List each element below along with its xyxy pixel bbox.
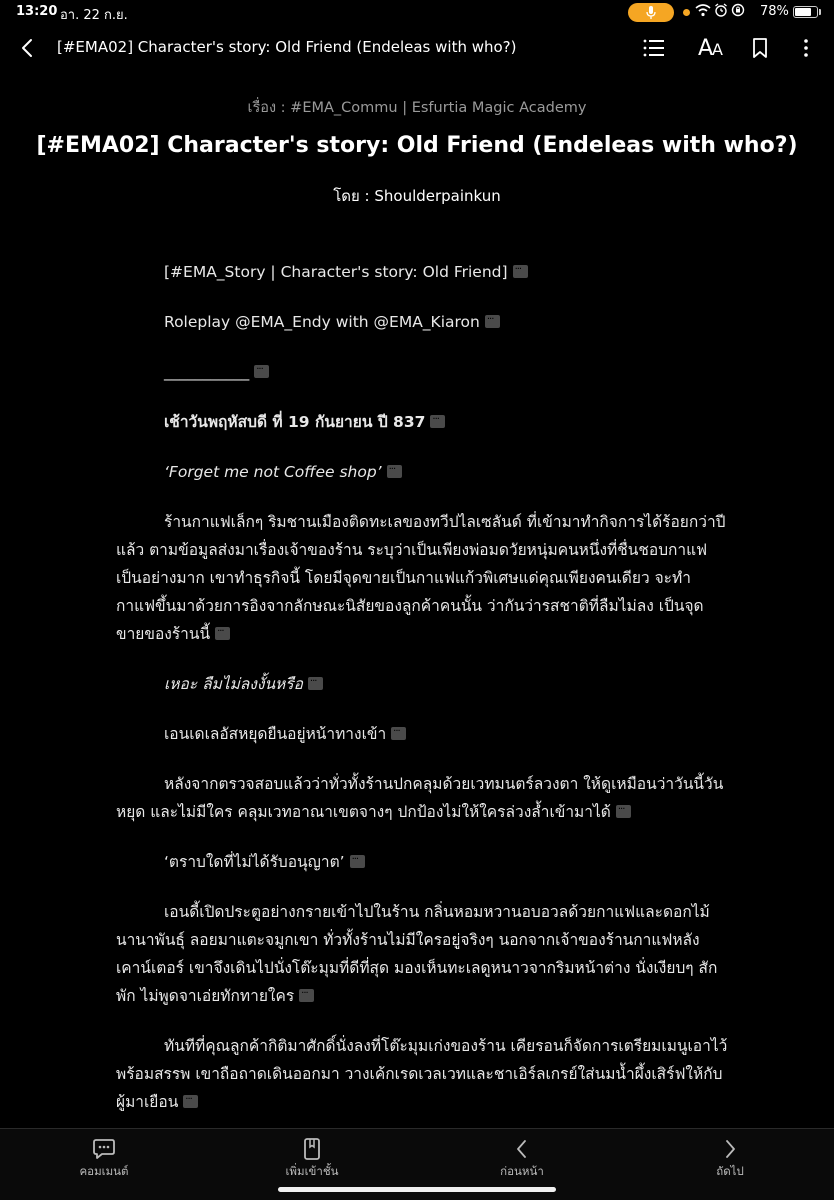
chapter-list-button[interactable]	[640, 34, 668, 62]
paragraph: ___________···	[116, 358, 728, 386]
book-icon	[300, 1137, 324, 1161]
paragraph: เอนเดเลอัสหยุดยืนอยู่หน้าทางเข้า···	[116, 720, 728, 748]
paragraph-comment-icon[interactable]	[183, 1095, 198, 1108]
paragraph: ทันทีที่คุณลูกค้ากิติมาศักดิ์นั่งลงที่โต๊ะมุมเก่งของร้าน เคียรอนก็จัดการเตรียมเมนูเอาไว้พร้อมสรรพ เขาถือถาดเดินออกมา วางเค้กเรดเวลเวทและชาเอิร์ลเกรย์ใส่นมน้ำผึ้งเสิร์ฟให้กับผู้มาเยือน···	[116, 1032, 728, 1116]
more-vertical-icon	[803, 38, 809, 58]
previous-label: ก่อนหน้า	[500, 1164, 544, 1178]
chapter-title: [#EMA02] Character's story: Old Friend (Endeleas with who?)	[36, 133, 798, 158]
paragraph-comment-icon[interactable]	[387, 465, 402, 478]
paragraph-comment-icon[interactable]	[485, 315, 500, 328]
more-options-button[interactable]	[792, 34, 820, 62]
next-chapter-button[interactable]	[670, 1137, 790, 1181]
privacy-dot	[683, 9, 690, 16]
paragraph-comment-icon[interactable]	[215, 627, 230, 640]
font-size-button[interactable]	[692, 34, 728, 62]
microphone-icon	[646, 6, 656, 20]
chevron-right-icon	[718, 1137, 742, 1161]
nav-title: [#EMA02] Character's story: Old Friend (Endeleas with who?)	[57, 38, 517, 56]
paragraph-comment-icon[interactable]	[299, 989, 314, 1002]
author-line[interactable]: โดย : Shoulderpainkun	[333, 187, 501, 205]
status-icons	[695, 3, 745, 17]
bookmark-button[interactable]	[746, 34, 774, 62]
chapter-content	[116, 258, 728, 1200]
home-indicator[interactable]	[278, 1187, 556, 1192]
paragraph: หลังจากตรวจสอบแล้วว่าทั่วทั้งร้านปกคลุมด้วยเวทมนตร์ลวงตา ให้ดูเหมือนว่าวันนี้วันหยุด และไม่มีใคร คลุมเวทอาณาเขตจางๆ ปกป้องไม่ให้ใครล่วงล้ำเข้ามาได้···	[116, 770, 728, 826]
orientation-lock-icon	[731, 3, 745, 17]
paragraph-comment-icon[interactable]	[616, 805, 631, 818]
paragraph-comment-icon[interactable]	[308, 677, 323, 690]
add-to-shelf-label: เพิ่มเข้าชั้น	[285, 1164, 339, 1178]
paragraph: เหอะ ลืมไม่ลงงั้นหรือ···	[116, 670, 728, 698]
paragraph-comment-icon[interactable]	[430, 415, 445, 428]
previous-chapter-button[interactable]	[462, 1137, 582, 1181]
comment-label: คอมเมนต์	[79, 1164, 129, 1178]
paragraph-comment-icon[interactable]	[350, 855, 365, 868]
comment-button[interactable]	[44, 1137, 164, 1181]
paragraph: ‘ตราบใดที่ไม่ได้รับอนุญาต’···	[116, 848, 728, 876]
status-bar	[0, 0, 834, 24]
battery-fill	[795, 8, 811, 16]
chevron-left-icon	[510, 1137, 534, 1161]
battery-nub	[819, 9, 821, 15]
paragraph-comment-icon[interactable]	[513, 265, 528, 278]
paragraph: [#EMA_Story | Character's story: Old Friend]···	[116, 258, 728, 286]
add-to-shelf-button[interactable]	[252, 1137, 372, 1181]
paragraph: ‘Forget me not Coffee shop’···	[116, 458, 728, 486]
list-icon	[642, 38, 666, 58]
alarm-icon	[714, 3, 728, 17]
mic-indicator	[628, 3, 674, 22]
comment-icon	[92, 1137, 116, 1161]
wifi-icon	[695, 3, 711, 17]
bookmark-icon	[751, 37, 769, 59]
paragraph: Roleplay @EMA_Endy with @EMA_Kiaron···	[116, 308, 728, 336]
paragraph: เช้าวันพฤหัสบดี ที่ 19 กันยายน ปี 837···	[116, 408, 728, 436]
status-date: อา. 22 ก.ย.	[60, 8, 128, 23]
next-label: ถัดไป	[716, 1164, 744, 1178]
font-size-icon: AA	[697, 35, 722, 61]
status-time: 13:20	[16, 4, 58, 19]
reader-nav-bar	[0, 28, 834, 68]
paragraph-comment-icon[interactable]	[391, 727, 406, 740]
back-icon[interactable]	[16, 36, 40, 60]
story-line[interactable]: เรื่อง : #EMA_Commu | Esfurtia Magic Academy	[247, 100, 587, 116]
battery-icon	[793, 6, 818, 18]
paragraph: ร้านกาแฟเล็กๆ ริมชานเมืองติดทะเลของทวีปไลเซลันด์ ที่เข้ามาทำกิจการได้ร้อยกว่าปีแล้ว ตามข้อมูลส่งมาเรื่องเจ้าของร้าน ระบุว่าเป็นเพียงพ่อมดวัยหนุ่มคนหนึ่งที่ชื่นชอบกาแฟเป็นอย่างมาก เขาทำธุรกิจนี้ โดยมีจุดขายเป็นกาแฟแก้วพิเศษแด่คุณเพียงคนเดียว จะทำกาแฟขึ้นมาด้วยการอิงจากลักษณะนิสัยของลูกค้าคนนั้น ว่ากันว่ารสชาติที่ลืมไม่ลง เป็นจุดขายของร้านนี้···	[116, 508, 728, 648]
paragraph-comment-icon[interactable]	[254, 365, 269, 378]
paragraph: เอนดี้เปิดประตูอย่างกรายเข้าไปในร้าน กลิ่นหอมหวานอบอวลด้วยกาแฟและดอกไม้นานาพันธุ์ ลอยมาแตะจมูกเขา ทั่วทั้งร้านไม่มีใครอยู่จริงๆ นอกจากเจ้าของร้านกาแฟหลังเคาน์เตอร์ เขาจึงเดินไปนั่งโต๊ะมุมที่ดีที่สุด มองเห็นทะเลดูหนาวจากริมหน้าต่าง นั่งเงียบๆ สักพัก ไม่พูดจาเอ่ยทักทายใคร···	[116, 898, 728, 1010]
battery-percent: 78%	[760, 4, 789, 19]
